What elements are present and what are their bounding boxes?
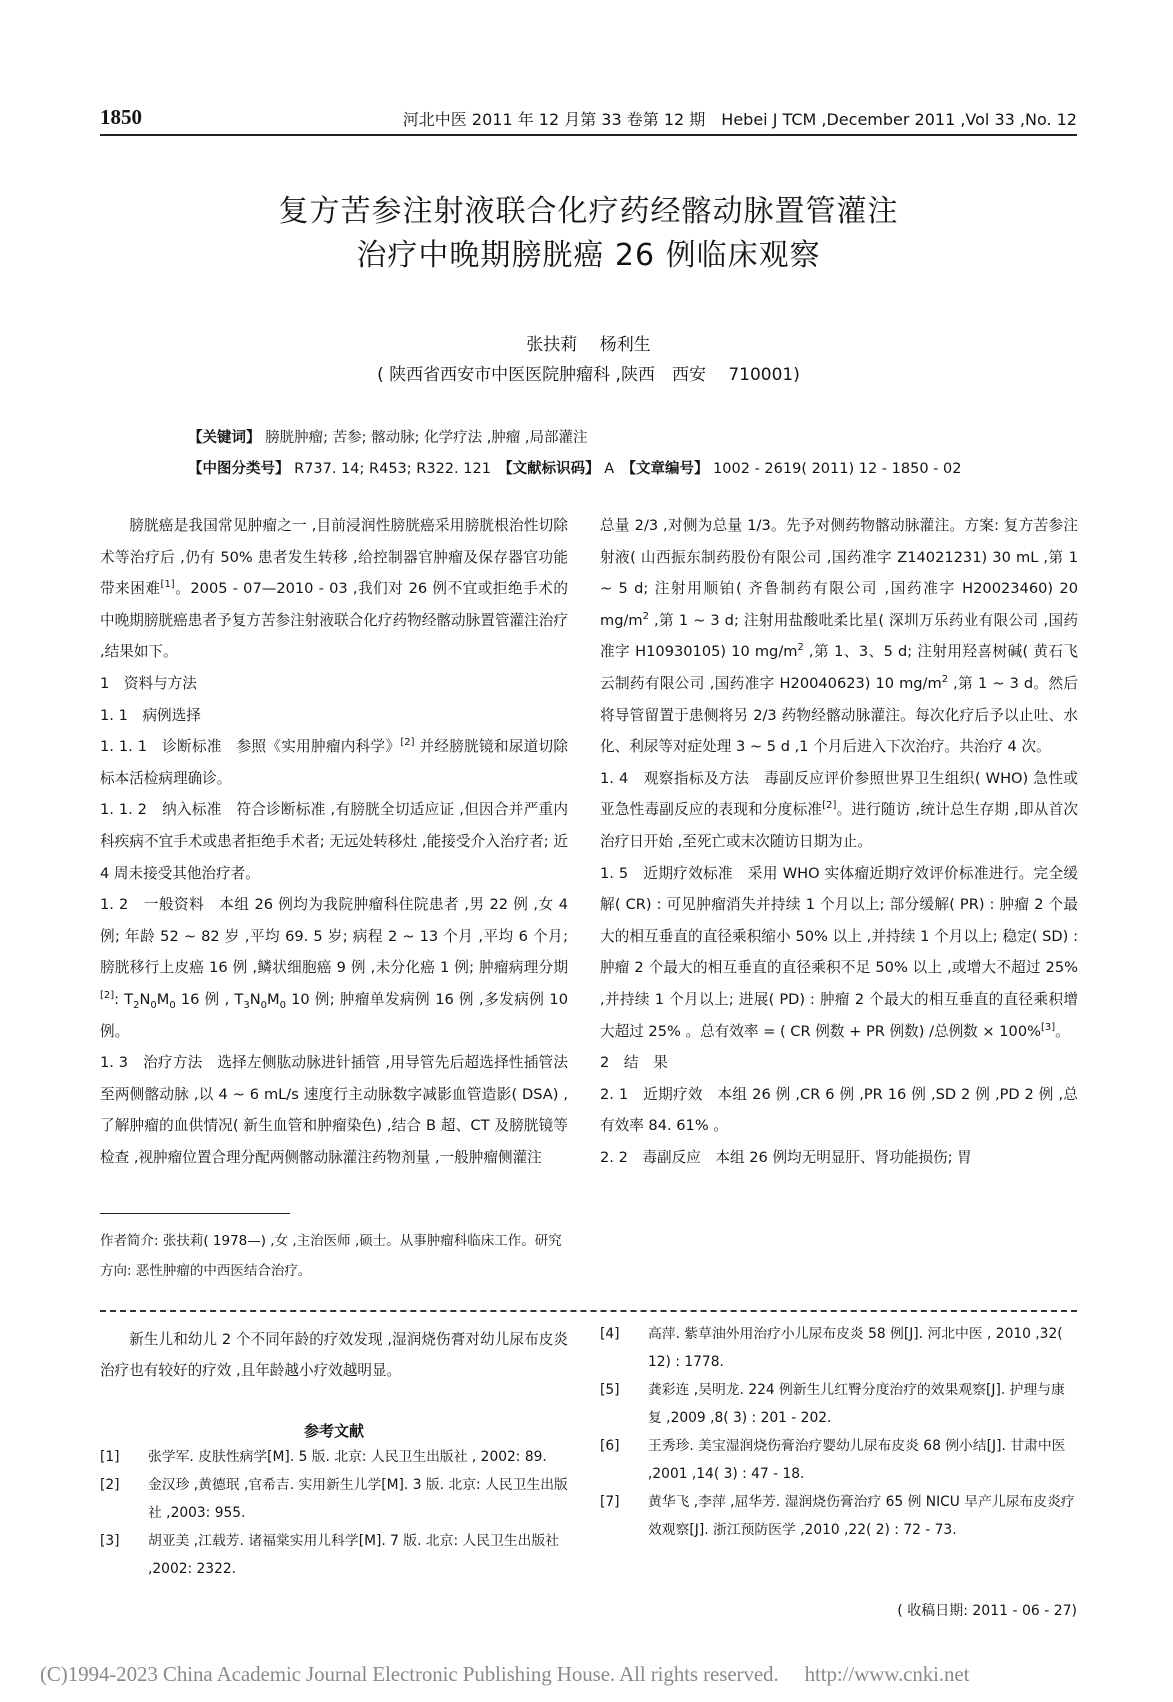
s12-text-c: 16 例 , T (175, 990, 244, 1008)
citation: [1] (160, 579, 175, 591)
ref-number: [2] (100, 1477, 120, 1493)
subscript: 3 (243, 999, 250, 1011)
ref-text: 黄华飞 ,李萍 ,屈华芳. 湿润烧伤膏治疗 65 例 NICU 早产儿尿布皮炎疗效观察[J]. 浙江预防医学 ,2010 ,22( 2) : 72 - 73. (648, 1494, 1075, 1538)
ref-number: [7] (600, 1494, 620, 1510)
treatment-plan (600, 510, 1078, 763)
subscript: 0 (260, 999, 267, 1011)
section-heading-2: 2 结 果 (600, 1054, 668, 1072)
superscript: 2 (642, 610, 649, 622)
title-line-1: 复方苦参注射液联合化疗药经髂动脉置管灌注 (278, 194, 899, 229)
s111-text-b: 并经膀胱镜和尿道切除标本活检病理确诊。 (100, 738, 569, 787)
article-divider (100, 1310, 1077, 1312)
s12-text-b: : T (114, 990, 134, 1008)
reference-item (100, 1527, 568, 1583)
superscript: 2 (797, 642, 804, 654)
ref-number: [5] (600, 1382, 620, 1398)
affiliation: ( 陕西省西安市中医医院肿瘤科 ,陕西 西安 710001) (377, 365, 800, 385)
ref-number: [4] (600, 1326, 620, 1342)
intro-text-b: 。2005 - 07—2010 - 03 ,我们对 26 例不宜或拒绝手术的中晚期膀胱癌患者予复方苦参注射液联合化疗药物经髂动脉置管灌注治疗 ,结果如下。 (100, 580, 568, 661)
running-head: 河北中医 2011 年 12 月第 33 卷第 12 期 Hebei J TCM ,December 2011 ,Vol 33 ,No. 12 (402, 110, 1077, 129)
stage-n: N (249, 990, 261, 1008)
section-1-2 (100, 889, 568, 1047)
subscript: 2 (133, 999, 140, 1011)
section-1-1-1 (100, 731, 568, 794)
section-1-1-2: 1. 1. 2 纳入标准 符合诊断标准 ,有膀胱全切适应证 ,但因合并严重内科疾病不宜手术或患者拒绝手术者; 无远处转移灶 ,能接受介入治疗者; 近 4 周未接受其他治疗者。 (100, 801, 568, 882)
s111-text-a: 1. 1. 1 诊断标准 参照《实用肿瘤内科学》 (100, 738, 401, 756)
s14-text-b: 。进行随访 ,统计总生存期 ,即从首次治疗日开始 ,至死亡或末次随访日期为止。 (600, 801, 1078, 850)
intro-paragraph (100, 510, 568, 668)
author-note: 作者简介: 张扶莉( 1978—) ,女 ,主治医师 ,硕士。从事肿瘤科临床工作。研究方向: 恶性肿瘤的中西医结合治疗。 (100, 1233, 562, 1279)
s15-text-a: 1. 5 近期疗效标准 采用 WHO 实体瘤近期疗效评价标准进行。完全缓解( CR) : 可见肿瘤消失并持续 1 个月以上; 部分缓解( PR) : 肿瘤 2 个最大的相互垂直的直径乘积缩小 50% 以上 ,并持续 1 个月以上; 稳定( SD) : 肿瘤 2 个最大的相互垂直的直径乘积不足 50% 以上 ,或增大不超过 25% ,并持续 1 个月以上; 进展( PD) : 肿瘤 2 个最大的相互垂直的直径乘积增大超过 25% 。总有效率 = ( CR 例数 + PR 例数) /总例数 × 100% (600, 864, 1078, 1040)
plan-text-c: ,第 1、3、5 d; 注射用羟喜树碱( 黄石飞云制药有限公司 ,国药准字 H20040623) 10 mg/m (600, 643, 1078, 692)
ref-text: 金汉珍 ,黄德珉 ,官希吉. 实用新生儿学[M]. 3 版. 北京: 人民卫生出版社 ,2003: 955. (148, 1477, 568, 1521)
section-heading-1: 1 资料与方法 (100, 674, 197, 692)
clc-value: R737. 14; R453; R322. 121 (289, 461, 506, 477)
continuation-text (100, 1325, 568, 1386)
copyright-footer: (C)1994-2023 China Academic Journal Electronic Publishing House. All rights reserved. http://www.cnki.net (40, 1662, 970, 1686)
citation: [3] (1041, 1021, 1056, 1033)
s12-text-a: 1. 2 一般资料 本组 26 例均为我院肿瘤科住院患者 ,男 22 例 ,女 4 例; 年龄 52 ~ 82 岁 ,平均 69. 5 岁; 病程 2 ~ 13 个月 ,平均 6 个月; 膀胱移行上皮癌 16 例 ,鳞状细胞癌 9 例 ,未分化癌 1 例; 肿瘤病理分期 (100, 896, 568, 977)
reference-item (600, 1320, 1078, 1376)
s15-text-b: 。 (1055, 1022, 1070, 1040)
intro-text-a: 膀胱癌是我国常见肿瘤之一 ,目前浸润性膀胱癌采用膀胱根治性切除术等治疗后 ,仍有 50% 患者发生转移 ,给控制器官肿瘤及保存器官功能带来困难 (100, 517, 568, 598)
stage-n: N (139, 990, 151, 1008)
s14-text-a: 1. 4 观察指标及方法 毒副反应评价参照世界卫生组织( WHO) 急性或亚急性毒副反应的表现和分度标准 (600, 769, 1078, 819)
keywords-text: 膀胱肿瘤; 苦参; 髂动脉; 化学疗法 ,肿瘤 ,局部灌注 (260, 430, 588, 446)
reference-item (600, 1376, 1078, 1432)
plan-text-b: ,第 1 ~ 3 d; 注射用盐酸吡柔比星( 深圳万乐药业有限公司 ,国药准字 H10930105) 10 mg/m (600, 611, 1078, 661)
clc-label: 【中图分类号】 (188, 461, 290, 477)
reference-item (100, 1443, 568, 1471)
title-line-2: 治疗中晚期膀胱癌 26 例临床观察 (356, 238, 821, 273)
ref-number: [3] (100, 1533, 120, 1549)
keywords (188, 426, 1078, 447)
citation: [2] (100, 990, 115, 1002)
stage-m: M (267, 990, 280, 1008)
reference-item (600, 1432, 1078, 1488)
section-2-2: 2. 2 毒副反应 本组 26 例均无明显肝、肾功能损伤; 胃 (600, 1148, 972, 1166)
ref-text: 龚彩连 ,吴明龙. 224 例新生儿红臀分度治疗的效果观察[J]. 护理与康复 ,2009 ,8( 3) : 201 - 202. (648, 1382, 1065, 1426)
citation: [2] (822, 800, 837, 812)
body-left-column (100, 510, 568, 1173)
reference-item (600, 1488, 1078, 1544)
ref-text: 胡亚美 ,江载芳. 诸福棠实用儿科学[M]. 7 版. 北京: 人民卫生出版社 ,2002: 2322. (148, 1533, 560, 1577)
article-no-label: 【文章编号】 (628, 461, 709, 477)
classification-line (188, 457, 1078, 478)
stage-m: M (156, 990, 170, 1008)
article-title (100, 190, 1077, 278)
superscript: 2 (941, 674, 949, 686)
section-1-3: 1. 3 治疗方法 选择左侧肱动脉进针插管 ,用导管先后超选择性插管法至两侧髂动脉 ,以 4 ~ 6 mL/s 速度行主动脉数字减影血管造影( DSA) ,了解肿瘤的血供情况( 新生血管和肿瘤染色) ,结合 B 超、CT 及膀胱镜等检查 ,视肿瘤位置合理分配两侧髂动脉灌注药物剂量 ,一般肿瘤侧灌注 (100, 1054, 568, 1166)
footnote-rule (100, 1213, 290, 1214)
section-2-1: 2. 1 近期疗效 本组 26 例 ,CR 6 例 ,PR 16 例 ,SD 2 例 ,PD 2 例 ,总有效率 84. 61% 。 (600, 1085, 1078, 1135)
keywords-label: 【关键词】 (188, 430, 261, 446)
authors: 张扶莉 杨利生 (526, 335, 651, 355)
references-right (600, 1320, 1078, 1544)
section-heading-1-1: 1. 1 病例选择 (100, 706, 201, 724)
body-right-column (600, 510, 1078, 1173)
citation: [2] (400, 737, 415, 749)
subscript: 0 (279, 999, 286, 1011)
ref-text: 王秀珍. 美宝湿润烧伤膏治疗婴幼儿尿布皮炎 68 例小结[J]. 甘肃中医 ,2001 ,14( 3) : 47 - 18. (648, 1438, 1066, 1482)
subscript: 0 (169, 999, 176, 1011)
section-1-4 (600, 763, 1078, 858)
ref-number: [1] (100, 1449, 120, 1465)
doc-code-label: 【文献标识码】 (505, 461, 600, 477)
header-rule (100, 134, 1077, 136)
continuation-paragraph: 新生儿和幼儿 2 个不同年龄的疗效发现 ,湿润烧伤膏对幼儿尿布皮炎治疗也有较好的疗效 ,且年龄越小疗效越明显。 (100, 1331, 568, 1379)
references-title: 参考文献 (303, 1422, 364, 1440)
ref-text: 张学军. 皮肤性病学[M]. 5 版. 北京: 人民卫生出版社 , 2002: 89. (148, 1449, 547, 1465)
plan-text-a: 总量 2/3 ,对侧为总量 1/3。先予对侧药物髂动脉灌注。方案: 复方苦参注射液( 山西振东制药股份有限公司 ,国药准字 Z14021231) 30 mL ,第 1 ~ 5 d; 注射用顺铂( 齐鲁制药有限公司 ,国药准字 H20023460) 20 mg/m (600, 517, 1078, 629)
section-1-5 (600, 858, 1078, 1048)
reference-item (100, 1471, 568, 1527)
doc-code-value: A (599, 461, 629, 477)
received-date: ( 收稿日期: 2011 - 06 - 27) (897, 1603, 1077, 1619)
ref-number: [6] (600, 1438, 620, 1454)
subscript: 0 (150, 999, 157, 1011)
references-left (100, 1443, 568, 1583)
article-no-value: 1002 - 2619( 2011) 12 - 1850 - 02 (708, 461, 962, 477)
page-number: 1850 (100, 105, 142, 129)
s12-text-d: 10 例; 肿瘤单发病例 16 例 ,多发病例 10 例。 (100, 990, 568, 1040)
ref-text: 高萍. 紫草油外用治疗小儿尿布皮炎 58 例[J]. 河北中医 , 2010 ,32( 12) : 1778. (648, 1326, 1063, 1370)
plan-text-d: ,第 1 ~ 3 d。然后将导管留置于患侧将另 2/3 药物经髂动脉灌注。每次化疗后予以止吐、水化、利尿等对症处理 3 ~ 5 d ,1 个月后进入下次治疗。共治疗 4 次。 (600, 674, 1078, 756)
